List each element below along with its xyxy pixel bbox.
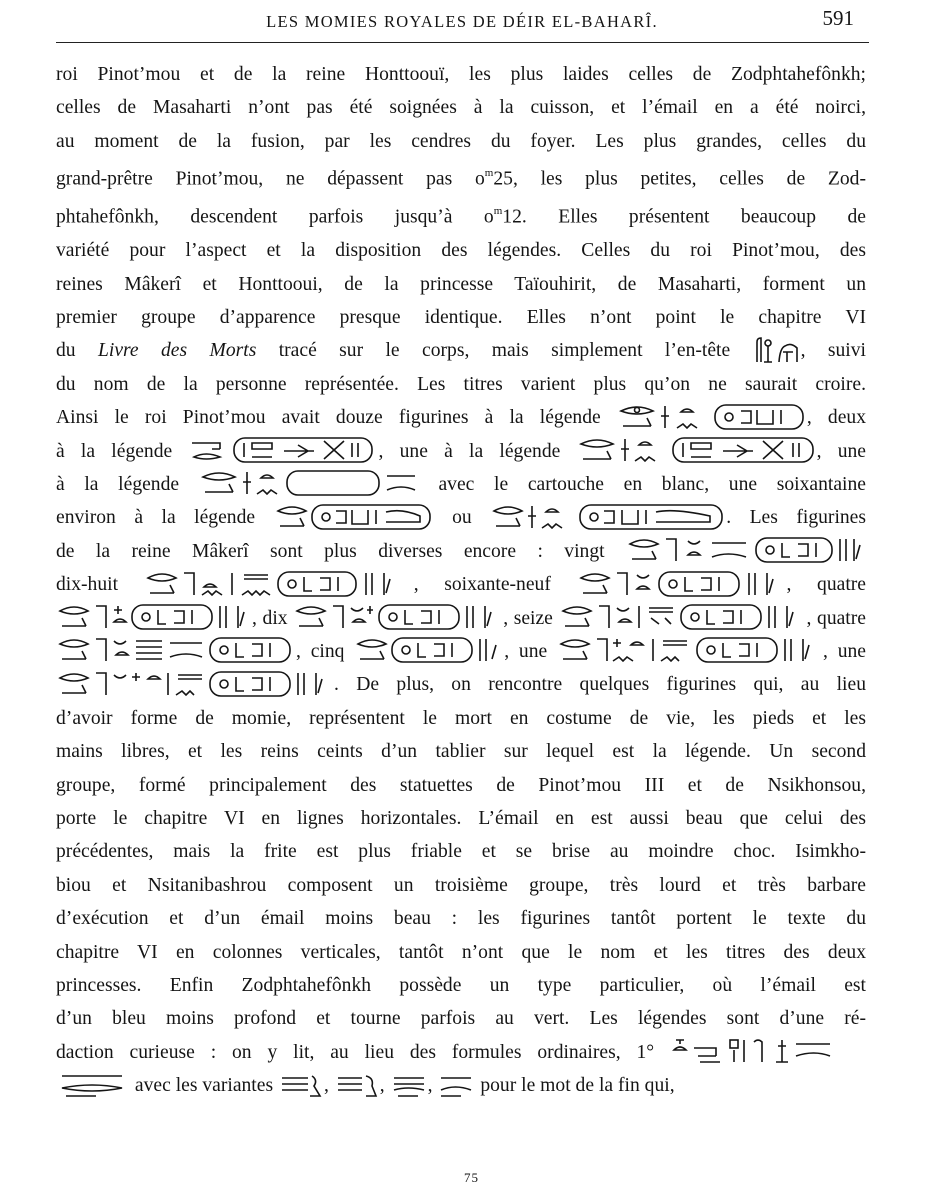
text-line [56, 334, 866, 367]
text-run: , une [504, 640, 548, 662]
text-line [56, 535, 866, 568]
text-line [56, 301, 866, 334]
text-line [56, 635, 866, 668]
text-line [56, 936, 866, 969]
text-run: , une [823, 640, 866, 662]
text-line [56, 234, 866, 267]
text-line [56, 802, 866, 835]
text-run: du [56, 340, 98, 362]
hieroglyph-cartouche-icon [490, 502, 726, 532]
superscript-m: m [484, 167, 494, 180]
hieroglyph-variant-icon [437, 1070, 475, 1100]
text-run: tracé sur le corps, mais simplement l’en-tête [256, 340, 731, 362]
text-run: , quatre [806, 607, 866, 629]
text-run: daction curieuse : on y lit, au lieu des formules ordinaires, 1° [56, 1041, 655, 1063]
text-run: . De plus, on rencontre quelques figurines qui, au lieu [334, 674, 866, 696]
text-run: d’exécution et d’un émail moins beau : les figurines tantôt portent le texte du [56, 908, 866, 930]
text-run: , dix [252, 607, 288, 629]
text-line [56, 568, 866, 601]
text-run: variété pour l’aspect et la disposition des légendes. Celles du roi Pinot’mou, des [56, 240, 866, 262]
hieroglyph-blank-cartouche-icon [199, 468, 419, 498]
text-run: , soixante-neuf [413, 574, 551, 596]
hieroglyph-cartouche-icon [557, 635, 823, 665]
text-run: roi Pinot’mou et de la reine Honttoouï, les plus laides celles de Zodphtahefônkh; [56, 64, 866, 85]
text-run: . Les figurines [726, 507, 866, 529]
text-line [56, 1036, 866, 1069]
text-run: groupe, formé principalement des statuettes de Pinot’mou III et de Nsikhonsou, [56, 774, 866, 796]
text-run: , une [816, 440, 866, 462]
superscript-m: m [493, 205, 503, 218]
text-run: Ainsi le roi Pinot’mou avait douze figurines à la légende [56, 407, 601, 429]
hieroglyph-cartouche-icon [188, 435, 378, 465]
text-run: , [427, 1075, 433, 1097]
text-run: d’avoir forme de momie, représentent le mort en costume de vie, les pieds et les [56, 707, 866, 729]
text-run: , une à la légende [378, 440, 561, 462]
text-run: phtahefônkh, descendent parfois jusqu’à o [56, 206, 494, 228]
body-text [56, 58, 866, 1103]
text-line [56, 1069, 866, 1102]
text-line [56, 835, 866, 868]
text-run: biou et Nsitanibashrou composent un troisième groupe, très lourd et très barbare [56, 874, 866, 896]
text-run: avec le cartouche en blanc, une soixantaine [438, 473, 866, 495]
text-run: , suivi [800, 340, 866, 362]
text-line [56, 702, 866, 735]
hieroglyph-cartouche-icon [577, 435, 817, 465]
text-run: avec les variantes [134, 1075, 274, 1097]
text-run: princesses. Enfin Zodphtahefônkh possède un type particulier, où l’émail est [56, 975, 866, 997]
hieroglyph-cartouche-icon [626, 535, 866, 565]
text-run: , [323, 1075, 329, 1097]
text-run: au moment de la fusion, par les cendres du foyer. Les plus grandes, celles du [56, 130, 866, 152]
text-line [56, 501, 866, 534]
hieroglyph-cartouche-icon [274, 502, 434, 532]
text-run: environ à la légende [56, 507, 256, 529]
running-title: LES MOMIES ROYALES DE DÉIR EL-BAHARÎ. [266, 12, 658, 31]
hieroglyph-cartouche-icon [56, 602, 252, 632]
text-run: grand-prêtre Pinot’mou, ne dépassent pas o [56, 168, 485, 190]
text-run: dix-huit [56, 574, 119, 596]
text-run: , seize [503, 607, 553, 629]
hieroglyph-cartouche-icon [577, 569, 787, 599]
hieroglyph-variant-icon [278, 1070, 324, 1100]
header-rule [56, 42, 869, 43]
text-line [56, 158, 866, 196]
text-line [56, 668, 866, 701]
text-run: , quatre [786, 574, 866, 596]
hieroglyph-header-icon [753, 336, 801, 364]
text-run: , [379, 1075, 385, 1097]
text-line [56, 869, 866, 902]
text-run: , cinq [296, 640, 345, 662]
text-line [56, 1002, 866, 1035]
text-run: 25, les plus petites, celles de Zod- [493, 168, 866, 190]
text-run: , deux [806, 407, 866, 429]
text-line [56, 468, 866, 501]
text-run: à la légende [56, 440, 173, 462]
text-run: porte le chapitre VI en lignes horizontales. L’émail en est aussi beau que celui des [56, 808, 866, 829]
text-run: 12. Elles présentent beaucoup de [502, 206, 866, 228]
hieroglyph-cartouche-icon [144, 569, 414, 599]
hieroglyph-variant-icon [334, 1070, 380, 1100]
hieroglyph-legend-icon [617, 402, 807, 432]
text-line [56, 969, 866, 1002]
hieroglyph-cartouche-icon [293, 602, 503, 632]
text-line [56, 435, 866, 468]
text-run: pour le mot de la fin qui, [480, 1075, 675, 1097]
hieroglyph-formula-icon [670, 1036, 866, 1066]
text-run: du nom de la personne représentée. Les titres varient plus qu’on ne saurait croire. [56, 373, 866, 395]
text-line [56, 268, 866, 301]
page-number: 591 [822, 6, 854, 30]
hieroglyph-variant-icon [390, 1070, 428, 1100]
text-run: mains libres, et les reins ceints d’un tablier sur lequel est la légende. Un second [56, 741, 866, 763]
text-line [56, 125, 866, 158]
text-run: de la reine Mâkerî sont plus diverses encore : vingt [56, 540, 605, 562]
text-line [56, 196, 866, 234]
text-run: chapitre VI en colonnes verticales, tantôt n’ont que le nom et les titres des deux [56, 941, 866, 963]
text-line [56, 368, 866, 401]
text-line [56, 769, 866, 802]
text-run: à la légende [56, 473, 180, 495]
text-line [56, 602, 866, 635]
hieroglyph-cartouche-icon [56, 635, 296, 665]
signature-mark: 75 [464, 1170, 479, 1185]
running-header [56, 6, 868, 38]
text-line [56, 902, 866, 935]
hieroglyph-formula-icon [56, 1070, 130, 1100]
hieroglyph-cartouche-icon [354, 635, 504, 665]
text-run: précédentes, mais la frite est plus friable et se brise au moindre choc. Isimkho- [56, 841, 866, 863]
text-run: d’un bleu moins profond et tourne parfois au vert. Les légendes sont d’une ré- [56, 1008, 866, 1030]
hieroglyph-cartouche-icon [559, 602, 807, 632]
text-run: ou [452, 507, 472, 529]
text-line [56, 58, 866, 91]
text-run: reines Mâkerî et Honttooui, de la princesse Taïouhirit, de Masaharti, forment un [56, 273, 866, 295]
hieroglyph-cartouche-icon [56, 669, 334, 699]
text-line [56, 401, 866, 434]
text-run: premier groupe d’apparence presque identique. Elles n’ont point le chapitre VI [56, 306, 866, 328]
italic-title: Livre des Morts [97, 340, 257, 362]
text-run: celles de Masaharti n’ont pas été soignées à la cuisson, et l’émail en a été noirci, [56, 97, 866, 119]
text-line [56, 735, 866, 768]
text-line [56, 91, 866, 124]
